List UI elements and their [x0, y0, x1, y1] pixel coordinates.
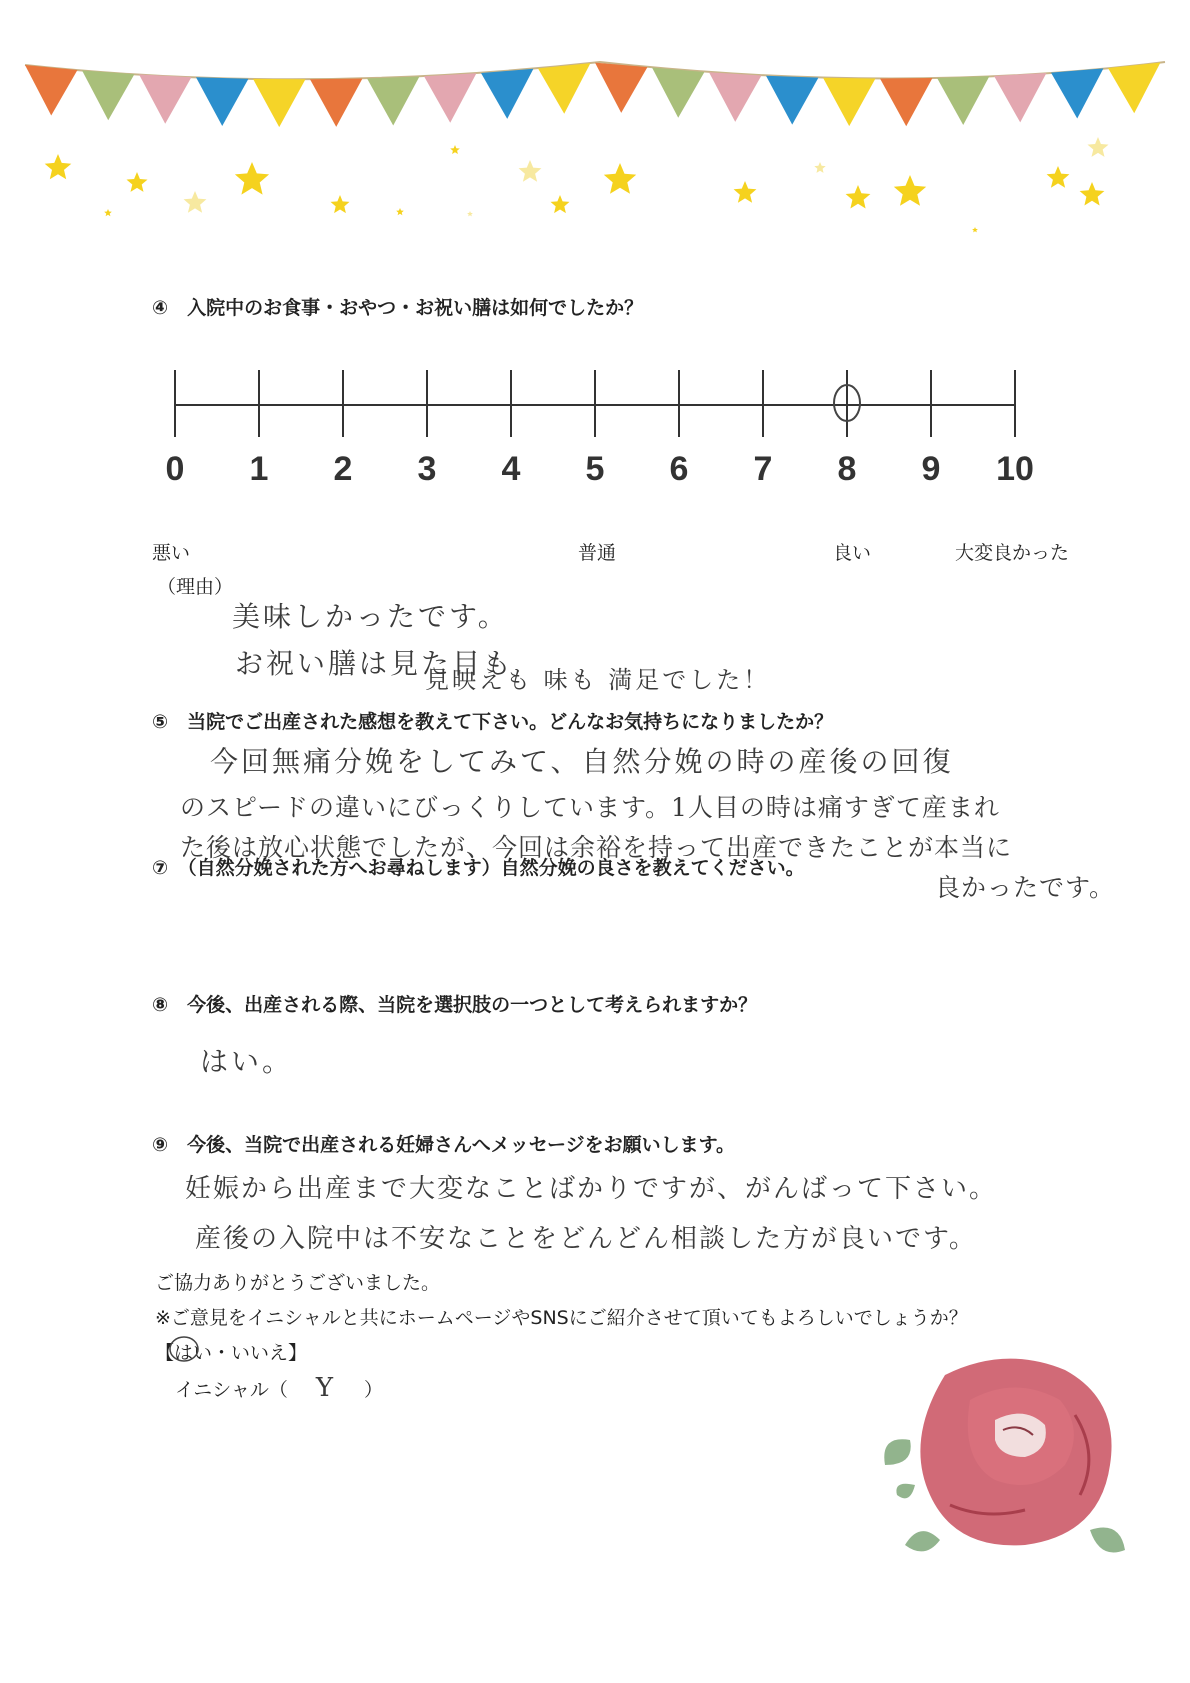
- star-icon: [814, 162, 825, 173]
- bunting-flag: [823, 78, 875, 126]
- star-decorations: [45, 137, 1109, 232]
- bunting-flag: [310, 79, 362, 127]
- initial-close: ）: [364, 1379, 384, 1401]
- star-icon: [1080, 182, 1105, 206]
- bunting-flag: [595, 63, 647, 113]
- bunting-flag: [1051, 68, 1103, 118]
- star-icon: [396, 208, 404, 215]
- q9-answer-line1: 妊娠から出産まで大変なことばかりですが、がんばって下さい。: [185, 1174, 998, 1204]
- bunting-string: [25, 62, 1165, 79]
- star-icon: [45, 154, 72, 179]
- q8-answer: はい。: [200, 1045, 294, 1078]
- question-7: ⑦ （自然分娩された方へお尋ねします）自然分娩の良さを教えてください。: [152, 857, 805, 879]
- q9-answer-line2: 産後の入院中は不安なことをどんどん相談した方が良いです。: [195, 1224, 977, 1254]
- star-icon: [184, 191, 207, 213]
- bunting-flag: [424, 73, 476, 123]
- bunting-flag: [139, 74, 191, 123]
- scale-tick-label: 4: [501, 450, 521, 488]
- q5-answer-line3: た後は放心状態でしたが、今回は余裕を持って出産できたことが本当に: [180, 833, 1013, 862]
- bunting-flag: [1108, 63, 1160, 114]
- scale-ticks: [175, 370, 1015, 437]
- star-icon: [604, 163, 636, 194]
- star-icon: [450, 145, 460, 154]
- scale-label-bad: 悪い: [152, 542, 191, 564]
- bunting-flag: [367, 77, 419, 126]
- scale-tick-label: 2: [333, 450, 353, 488]
- bunting-flag: [709, 72, 761, 122]
- scale-tick-label: 3: [417, 450, 437, 488]
- scale-tick-label: 9: [921, 450, 941, 488]
- star-icon: [235, 162, 269, 195]
- scale-tick-label: 6: [669, 450, 689, 488]
- star-icon: [519, 160, 542, 182]
- star-icon: [551, 195, 570, 213]
- bunting-flag: [652, 68, 704, 118]
- question-8: ⑧ 今後、出産される際、当院を選択肢の一つとして考えられますか？: [152, 994, 758, 1016]
- scale-label-very-good: 大変良かった: [955, 542, 1070, 564]
- scale-tick-labels: [166, 450, 1034, 488]
- scale-label-normal: 普通: [578, 542, 617, 564]
- bunting-flag: [481, 69, 533, 119]
- thanks-text: ご協力ありがとうございました。: [155, 1272, 441, 1294]
- bunting-flag: [538, 63, 590, 114]
- q4-answer-line2: お祝い膳は見た目も: [235, 647, 515, 680]
- bunting-flag: [880, 78, 932, 126]
- star-icon: [1047, 166, 1070, 188]
- q4-answer-line2b: 見映えも 味も 満足でした！: [425, 666, 771, 694]
- star-icon: [467, 211, 473, 216]
- yes-no-text: 【はい・いいえ】: [155, 1342, 308, 1364]
- scale-tick-label: 5: [585, 450, 605, 488]
- star-icon: [846, 185, 871, 209]
- bunting-flag: [196, 77, 248, 126]
- scale-tick-label: 8: [837, 450, 857, 488]
- yes-no-options: [155, 1338, 307, 1365]
- initial-field: [175, 1373, 383, 1403]
- bunting-decoration: [0, 0, 1190, 260]
- bunting-flag: [25, 65, 77, 115]
- bunting-flags: [25, 63, 1160, 128]
- rose-illustration: [875, 1345, 1135, 1575]
- initial-value: Y: [315, 1373, 337, 1403]
- question-5: ⑤ 当院でご出産された感想を教えて下さい。どんなお気持ちになりましたか？: [152, 711, 834, 733]
- bunting-flag: [253, 79, 305, 127]
- bunting-flag: [766, 76, 818, 125]
- star-icon: [127, 172, 148, 192]
- scale-tick-label: 1: [249, 450, 269, 488]
- star-icon: [972, 227, 978, 232]
- scale-label-good: 良い: [833, 542, 872, 564]
- selected-yes-circle: [167, 1334, 201, 1364]
- bunting-flag: [994, 73, 1046, 122]
- initial-label: イニシャル（: [175, 1379, 288, 1401]
- question-9: ⑨ 今後、当院で出産される妊婦さんへメッセージをお願いします。: [152, 1134, 736, 1156]
- consent-question: ※ご意見をイニシャルと共にホームページやSNSにご紹介させて頂いてもよろしいでしょうか？: [155, 1307, 968, 1329]
- scale-tick-label: 0: [165, 450, 185, 488]
- bunting-flag: [937, 76, 989, 125]
- q5-answer-line4: 良かったです。: [935, 873, 1116, 902]
- rose-bloom: [920, 1359, 1111, 1546]
- star-icon: [104, 209, 112, 216]
- question-4: ④ 入院中のお食事・おやつ・お祝い膳は如何でしたか？: [152, 297, 644, 319]
- bunting-flag: [82, 70, 134, 120]
- star-icon: [1088, 137, 1109, 157]
- reason-label: （理由）: [157, 576, 234, 598]
- scale-tick-label: 10: [996, 450, 1034, 488]
- scale-tick-label: 7: [753, 450, 773, 488]
- rating-scale: [160, 355, 1034, 495]
- q5-answer-line2: のスピードの違いにびっくりしています。1人目の時は痛すぎて産まれ: [180, 793, 1000, 822]
- q4-answer-line1: 美味しかったです。: [232, 600, 509, 633]
- star-icon: [734, 181, 757, 203]
- star-icon: [331, 195, 350, 213]
- q5-answer-line1: 今回無痛分娩をしてみて、自然分娩の時の産後の回復: [210, 745, 954, 778]
- star-icon: [894, 175, 926, 206]
